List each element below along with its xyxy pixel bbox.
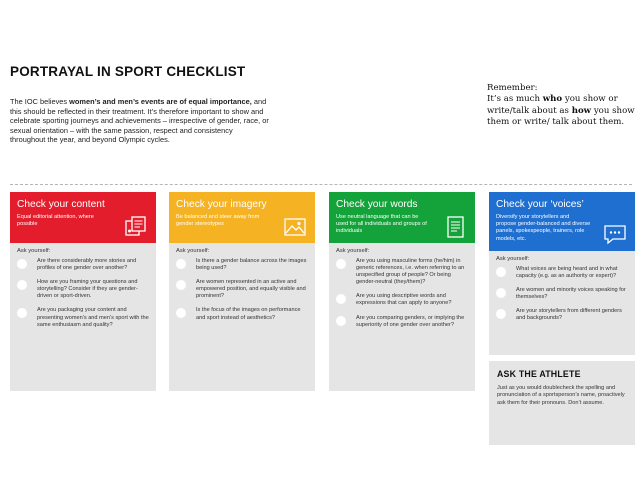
card-subtitle: Equal editorial attention, where possible xyxy=(17,214,94,228)
card-title: Check your imagery xyxy=(176,199,267,210)
card-subtitle: Be balanced and steer away from gender stereotypes xyxy=(176,214,260,228)
checklist-item-text: Are there considerably more stories and profiles of one gender over another? xyxy=(37,258,137,272)
card-check-words xyxy=(329,192,475,391)
checklist-item-text: Are your storytellers from different genders and backgrounds? xyxy=(516,308,622,322)
ask-the-athlete-box xyxy=(489,361,635,445)
checklist-item xyxy=(336,315,470,329)
section-divider xyxy=(10,184,632,185)
checklist xyxy=(169,254,315,322)
card-header xyxy=(10,192,156,243)
checkbox-circle[interactable] xyxy=(336,294,346,304)
checkbox-circle[interactable] xyxy=(176,259,186,269)
checklist-item xyxy=(17,307,151,328)
checklist-item xyxy=(336,258,470,286)
ask-yourself-label: Ask yourself: xyxy=(17,248,51,254)
remember-text-3: you show them or write/ talk about them. xyxy=(487,105,635,127)
checklist-item-text: How are you framing your questions and storytelling? Consider if they are gender-driven or sport-driven. xyxy=(37,279,138,300)
checkbox-circle[interactable] xyxy=(176,280,186,290)
speech-bubble-icon xyxy=(603,222,627,246)
page-title: PORTRAYAL IN SPORT CHECKLIST xyxy=(10,63,246,80)
ask-yourself-label: Ask yourself: xyxy=(336,248,370,254)
checklist-item xyxy=(176,307,310,321)
checklist-item xyxy=(17,279,151,300)
checklist xyxy=(329,254,475,329)
checklist-item xyxy=(496,308,630,322)
intro-text-start: The IOC believes xyxy=(10,97,70,106)
checklist xyxy=(10,254,156,329)
checkbox-circle[interactable] xyxy=(496,309,506,319)
checklist-item-text: Is the focus of the images on performance and sport instead of aesthetics? xyxy=(196,307,301,321)
card-subtitle: Diversify your storytellers and propose gender-balanced and diverse panels, spokespeople, trainers, role models, etc. xyxy=(496,214,591,242)
card-header xyxy=(489,192,635,251)
checklist-item-text: Are you packaging your content and presenting women’s and men’s sport with the same enthusiasm and quality? xyxy=(37,307,149,328)
checkbox-circle[interactable] xyxy=(17,259,27,269)
checklist-item xyxy=(176,279,310,300)
card-title: Check your content xyxy=(17,199,105,210)
card-check-voices xyxy=(489,192,635,355)
checklist xyxy=(489,262,635,323)
remember-bold-how: how xyxy=(571,105,592,116)
image-icon xyxy=(283,215,307,239)
checkbox-circle[interactable] xyxy=(496,288,506,298)
card-title: Check your ‘voices’ xyxy=(496,199,584,210)
checklist-item xyxy=(496,287,630,301)
remember-bold-who: who xyxy=(542,94,563,105)
ask-yourself-label: Ask yourself: xyxy=(176,248,210,254)
card-header xyxy=(329,192,475,243)
checklist-item-text: Are you using masculine forms (he/him) in generic references, i.e. when referring to an unspecified group of people? Or being gender-neutral (they/them)? xyxy=(356,258,465,286)
card-check-content xyxy=(10,192,156,391)
remember-text-2: you show or write/talk about as xyxy=(487,94,618,116)
card-title: Check your words xyxy=(336,199,418,210)
ask-yourself-label: Ask yourself: xyxy=(496,256,530,262)
checkbox-circle[interactable] xyxy=(17,280,27,290)
card-subtitle: Use neutral language that can be used for all individuals and groups of individuals xyxy=(336,214,427,235)
content-icon xyxy=(124,215,148,239)
checkbox-circle[interactable] xyxy=(176,308,186,318)
checklist-item-text: Are women represented in an active and empowered position, and equally visible and prominent? xyxy=(196,279,306,300)
checklist-item xyxy=(17,258,151,272)
checklist-item xyxy=(176,258,310,272)
checkbox-circle[interactable] xyxy=(496,267,506,277)
intro-bold-text: women’s and men’s events are of equal importance, xyxy=(69,97,252,106)
checkbox-circle[interactable] xyxy=(336,316,346,326)
checkbox-circle[interactable] xyxy=(17,308,27,318)
checklist-item-text: Is there a gender balance across the images being used? xyxy=(196,258,307,272)
document-icon xyxy=(443,215,467,239)
intro-paragraph xyxy=(10,97,270,145)
remember-body xyxy=(487,94,637,128)
remember-heading: Remember: xyxy=(487,83,538,93)
ask-the-athlete-text: Just as you would doublecheck the spelling and pronunciation of a sportsperson’s name, proactively ask them for their pronouns. Don’t assume. xyxy=(497,385,625,406)
intro-text-end: and this should be reflected in their treatment. It’s therefore important to show and celebrate sporting journeys and achievements – irrespective of gender, race, or sexual orientation – with the same passion, respect and consistency throughout the year, and beyond Olympic cycles. xyxy=(10,97,269,144)
checklist-item-text: Are you using descriptive words and expressions that can apply to anyone? xyxy=(356,293,452,307)
card-header xyxy=(169,192,315,243)
remember-note xyxy=(487,83,637,128)
card-check-imagery xyxy=(169,192,315,391)
checklist-item-text: What voices are being heard and in what capacity (e.g. as an authority or expert)? xyxy=(516,266,618,280)
checklist-item-text: Are women and minority voices speaking for themselves? xyxy=(516,287,626,301)
remember-text-1: It’s as much xyxy=(487,94,543,105)
ask-the-athlete-title: ASK THE ATHLETE xyxy=(497,369,581,379)
checkbox-circle[interactable] xyxy=(336,259,346,269)
checklist-item-text: Are you comparing genders, or implying the superiority of one gender over another? xyxy=(356,314,465,328)
checklist-item xyxy=(336,293,470,307)
checklist-item xyxy=(496,266,630,280)
